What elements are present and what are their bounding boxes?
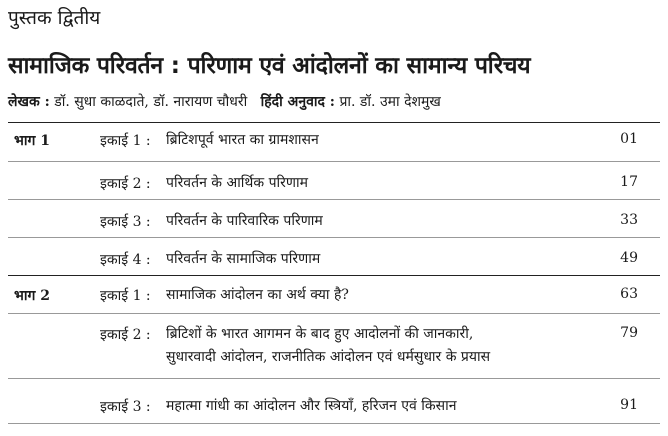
toc-row [8, 238, 660, 276]
chapter-title: ब्रिटिशों के भारत आगमन के बाद हुए आदोलनों की जानकारी, सुधारवादी आंदोलन, राजनीतिक आंदोलन एवं धर्मसुधार के प्रयास [166, 326, 491, 365]
unit-label: इकाई 4 : [100, 252, 151, 268]
authors: डॉ. सुधा काळदाते, डॉ. नारायण चौधरी [54, 94, 248, 110]
page-number: 91 [620, 397, 638, 413]
toc-row [8, 276, 660, 314]
toc-row [8, 162, 660, 200]
chapter-title: सामाजिक आंदोलन का अर्थ क्या है? [166, 287, 349, 303]
page-number: 33 [620, 212, 638, 228]
credits-line [8, 92, 441, 111]
toc-row [8, 200, 660, 238]
author-label: लेखक : [8, 94, 50, 110]
page-number: 49 [620, 250, 638, 266]
unit-label: इकाई 2 : [100, 176, 151, 192]
toc-row [8, 123, 660, 162]
book-title: सामाजिक परिवर्तन : परिणाम एवं आंदोलनों का सामान्य परिचय [8, 53, 531, 79]
toc-row [8, 379, 660, 424]
page-number: 63 [620, 286, 638, 302]
page-number: 01 [620, 131, 638, 147]
part-label: भाग 1 [14, 133, 50, 149]
toc-row [8, 314, 660, 379]
chapter-title: ब्रिटिशपूर्व भारत का ग्रामशासन [166, 132, 319, 148]
unit-label: इकाई 3 : [100, 399, 151, 415]
chapter-title: महात्मा गांधी का आंदोलन और स्त्रियाँ, हरिजन एवं किसान [166, 398, 457, 414]
unit-label: इकाई 2 : [100, 327, 151, 343]
page-number: 79 [620, 325, 638, 341]
translation-label: हिंदी अनुवाद : [260, 94, 335, 110]
table-of-contents [8, 122, 660, 424]
part-label: भाग 2 [14, 288, 50, 304]
unit-label: इकाई 3 : [100, 214, 151, 230]
unit-label: इकाई 1 : [100, 288, 151, 304]
chapter-title: परिवर्तन के सामाजिक परिणाम [166, 251, 321, 267]
book-label: पुस्तक द्वितीय [8, 7, 101, 29]
chapter-title: परिवर्तन के पारिवारिक परिणाम [166, 213, 323, 229]
translator: प्रा. डॉ. उमा देशमुख [339, 94, 441, 110]
chapter-title: परिवर्तन के आर्थिक परिणाम [166, 175, 308, 191]
unit-label: इकाई 1 : [100, 133, 151, 149]
page-number: 17 [620, 174, 638, 190]
